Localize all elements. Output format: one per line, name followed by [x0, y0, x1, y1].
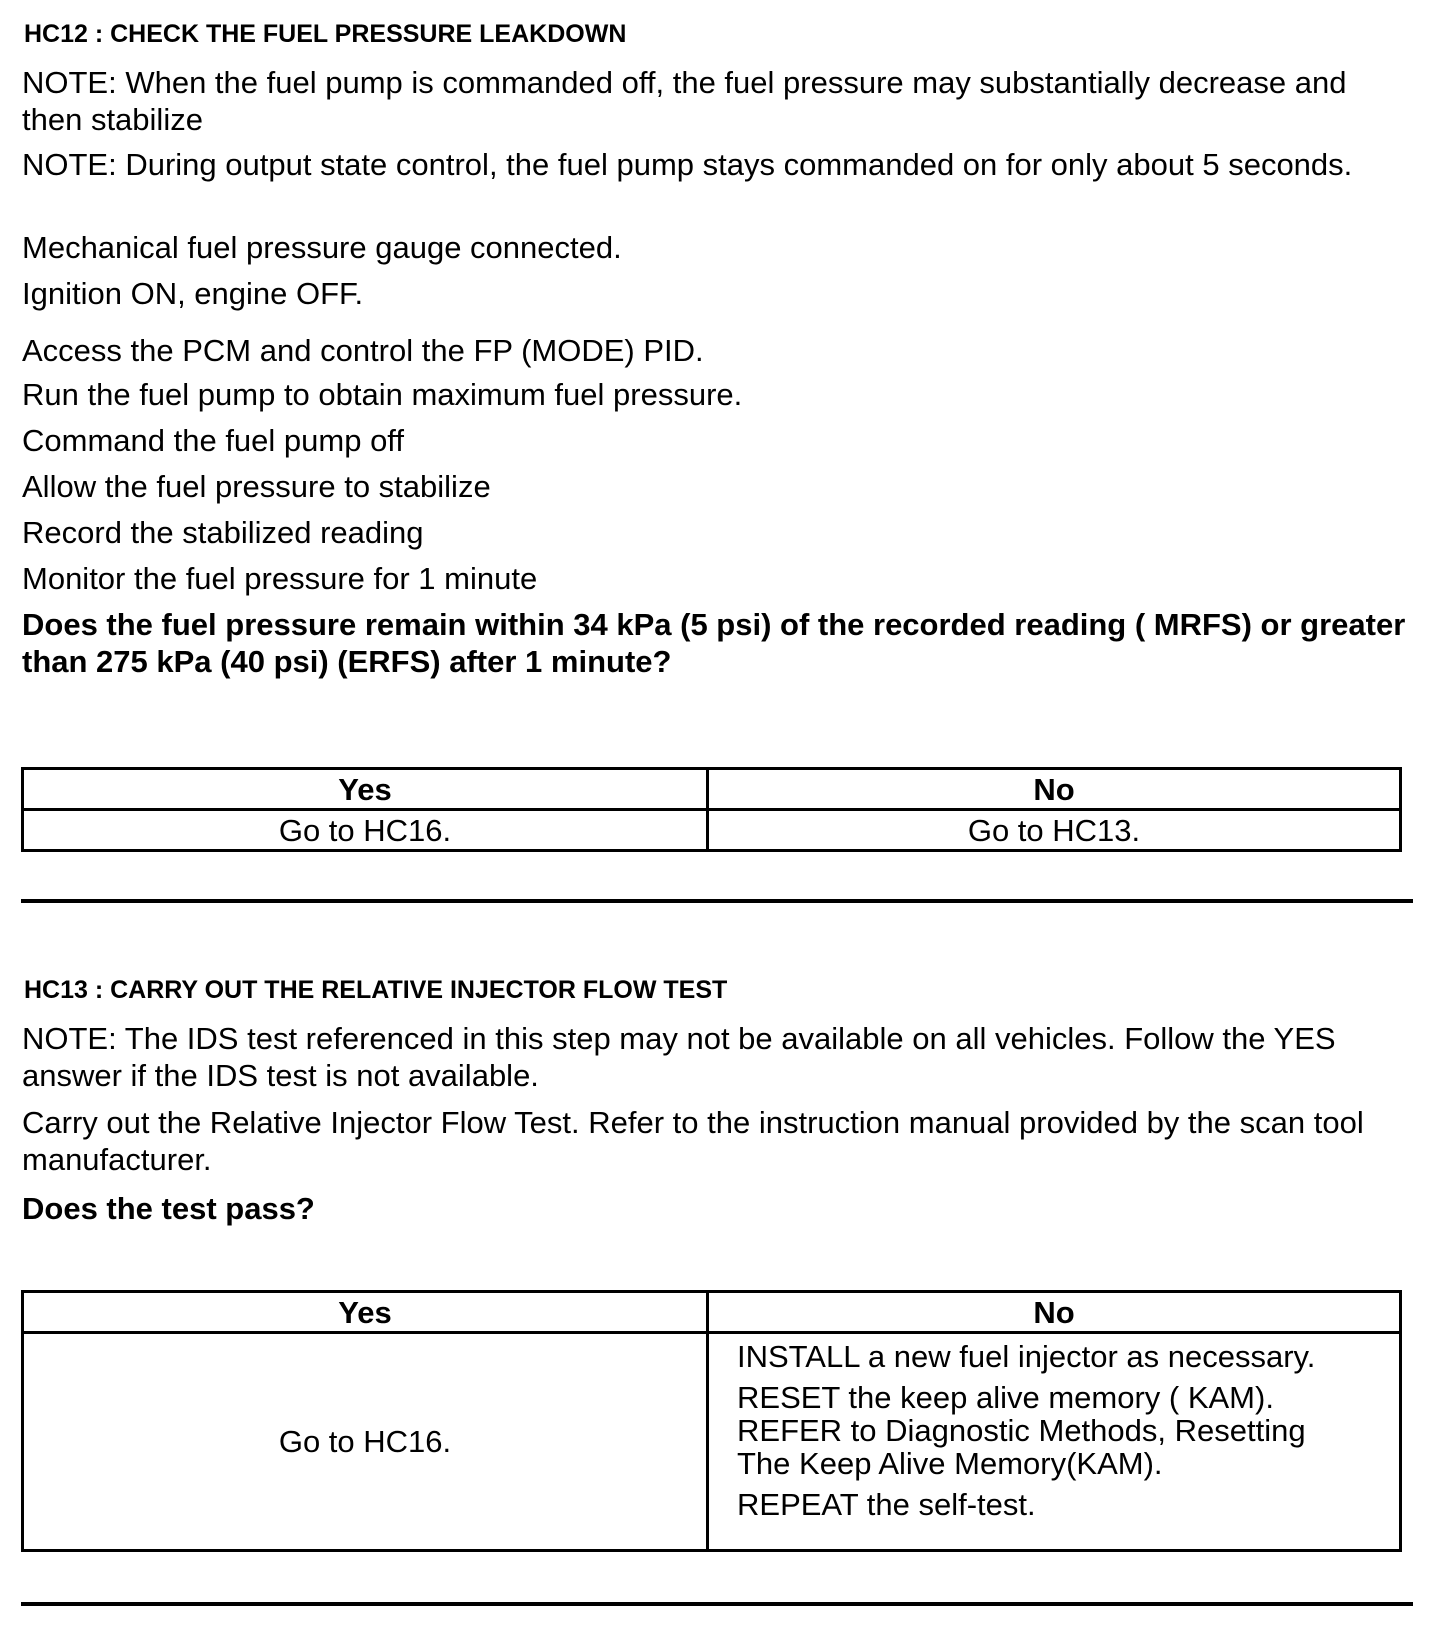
no-header: No	[708, 769, 1401, 810]
yes-outcome: Go to HC16.	[23, 810, 708, 851]
no-outcome	[708, 1333, 1401, 1551]
no-header: No	[708, 1292, 1401, 1333]
table-row	[23, 1333, 1401, 1551]
hc12-step-gauge: Mechanical fuel pressure gauge connected.	[22, 230, 622, 265]
section-divider	[21, 899, 1413, 903]
table-header-row	[23, 769, 1401, 810]
hc13-heading: HC13 : CARRY OUT THE RELATIVE INJECTOR FLOW TEST	[24, 976, 728, 1004]
hc12-step-run-pump: Run the fuel pump to obtain maximum fuel pressure.	[22, 377, 743, 412]
hc12-step-record: Record the stabilized reading	[22, 515, 424, 550]
hc12-step-stabilize: Allow the fuel pressure to stabilize	[22, 469, 491, 504]
hc12-note-1: NOTE: When the fuel pump is commanded off, the fuel pressure may substantially decrease and then stabilize	[22, 65, 1347, 137]
no-action-repeat: REPEAT the self-test.	[737, 1487, 1036, 1522]
no-action-refer-cont: The Keep Alive Memory(KAM).	[737, 1446, 1163, 1481]
table-header-row	[23, 1292, 1401, 1333]
hc12-step-ignition: Ignition ON, engine OFF.	[22, 276, 364, 311]
hc12-note-2: NOTE: During output state control, the fuel pump stays commanded on for only about 5 seconds.	[22, 147, 1353, 182]
no-action-reset-kam: RESET the keep alive memory ( KAM).	[737, 1380, 1274, 1415]
hc12-result-table	[21, 767, 1402, 852]
yes-header: Yes	[23, 769, 708, 810]
no-action-install-injector: INSTALL a new fuel injector as necessary.	[737, 1339, 1316, 1374]
table-row	[23, 810, 1401, 851]
hc12-step-access-pcm: Access the PCM and control the FP (MODE) PID.	[22, 333, 704, 368]
hc12-question: Does the fuel pressure remain within 34 kPa (5 psi) of the recorded reading ( MRFS) or greater than 275 kPa (40 psi) (ERFS) after 1 minute?	[22, 607, 1406, 679]
hc12-step-command-off: Command the fuel pump off	[22, 423, 404, 458]
hc13-question: Does the test pass?	[22, 1191, 315, 1226]
yes-header: Yes	[23, 1292, 708, 1333]
hc12-heading: HC12 : CHECK THE FUEL PRESSURE LEAKDOWN	[24, 20, 627, 48]
yes-outcome: Go to HC16.	[23, 1333, 708, 1551]
no-outcome: Go to HC13.	[708, 810, 1401, 851]
hc13-result-table	[21, 1290, 1402, 1552]
hc13-note: NOTE: The IDS test referenced in this step may not be available on all vehicles. Follow the YES answer if the IDS test is not available.	[22, 1021, 1336, 1093]
section-divider	[21, 1602, 1413, 1606]
no-action-refer: REFER to Diagnostic Methods, Resetting	[737, 1413, 1306, 1448]
hc12-step-monitor: Monitor the fuel pressure for 1 minute	[22, 561, 538, 596]
hc13-step-flow-test: Carry out the Relative Injector Flow Test. Refer to the instruction manual provided by the scan tool manufacturer.	[22, 1105, 1364, 1177]
